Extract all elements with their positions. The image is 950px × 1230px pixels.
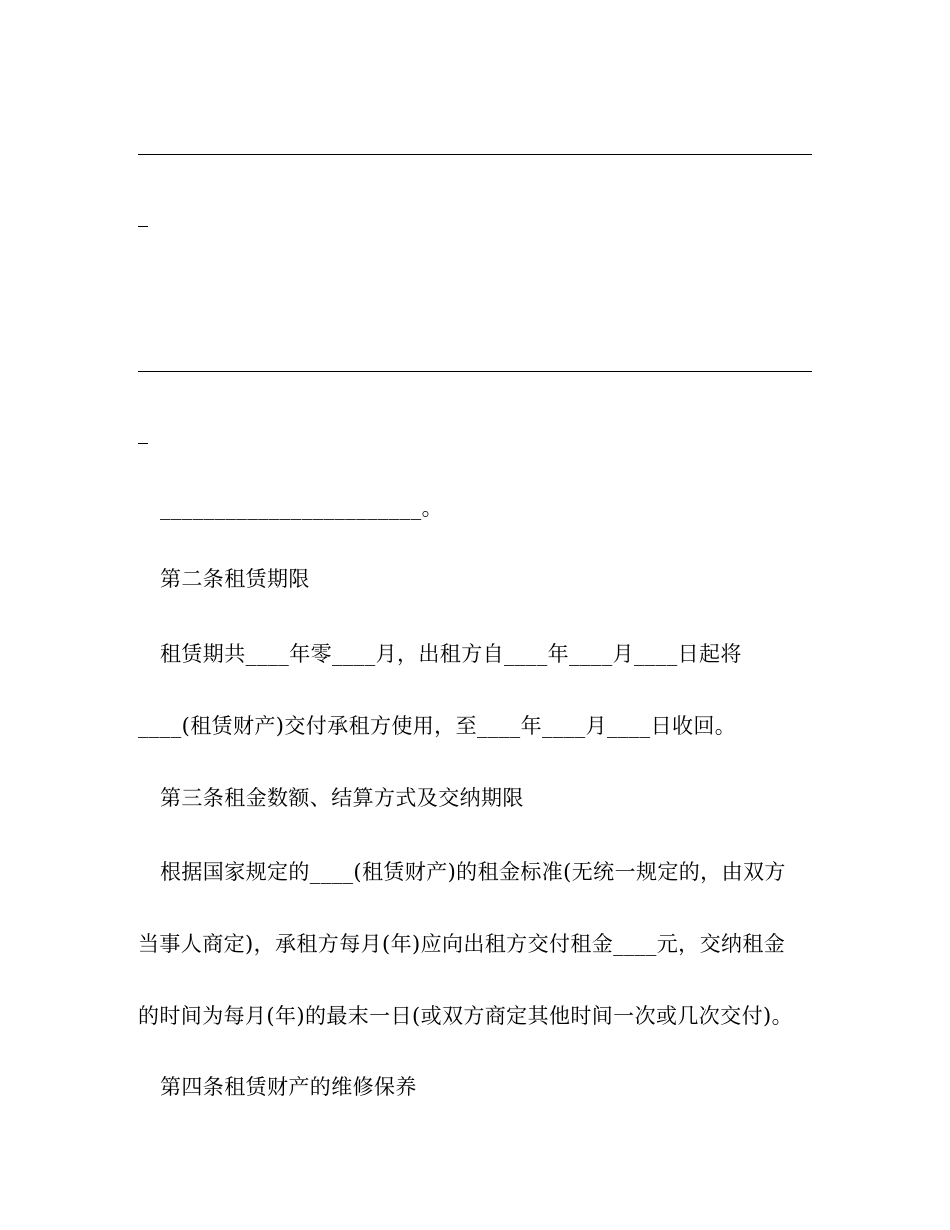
article-2-paragraph-line-2: ____(租赁财产)交付承租方使用，至____年____月____日收回。 (138, 714, 737, 738)
article-3-paragraph-line-2: 当事人商定)，承租方每月(年)应向出租方交付租金____元，交纳租金 (138, 932, 786, 956)
blank-fill-stub-2 (138, 443, 148, 444)
blank-fill-stub-1 (138, 226, 148, 227)
article-2-paragraph-line-1: 租赁期共____年零____月，出租方自____年____月____日起将 (160, 642, 742, 666)
article-3-paragraph-line-1: 根据国家规定的____(租赁财产)的租金标准(无统一规定的，由双方 (160, 860, 786, 884)
article-2-title: 第二条租赁期限 (160, 567, 310, 591)
article-3-paragraph-line-3: 的时间为每月(年)的最末一日(或双方商定其他时间一次或几次交付)。 (138, 1004, 793, 1028)
article-3-title: 第三条租金数额、结算方式及交纳期限 (160, 786, 524, 810)
blank-fill-line-2 (138, 371, 812, 372)
blank-fill-line-1 (138, 154, 812, 155)
article-4-title: 第四条租赁财产的维修保养 (160, 1075, 417, 1099)
blank-fill-end: ________________________。 (160, 496, 443, 520)
